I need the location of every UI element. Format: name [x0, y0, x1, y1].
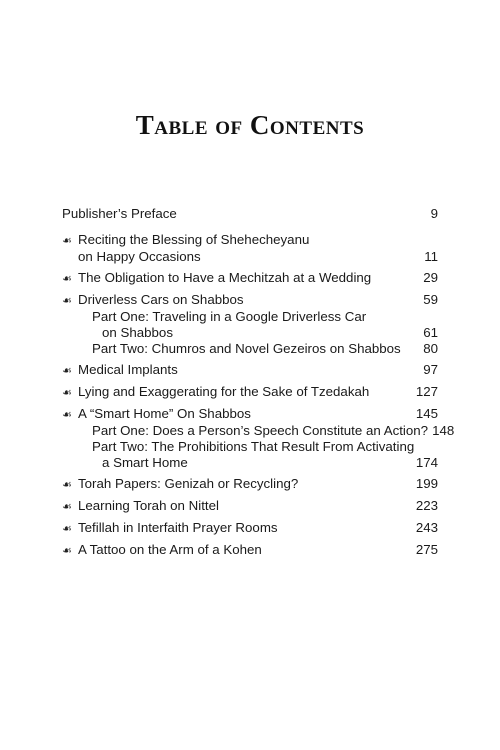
table-of-contents — [62, 206, 455, 564]
toc-line — [62, 542, 438, 559]
toc-entry-subsection[interactable] — [62, 439, 438, 471]
toc-entry-chapter[interactable] — [62, 292, 438, 357]
toc-entry-subsection[interactable] — [62, 309, 438, 341]
ornament-icon: ☙ — [62, 522, 72, 535]
toc-page-number: 80 — [423, 341, 438, 356]
toc-line — [62, 476, 438, 493]
chapter-list — [62, 232, 455, 559]
toc-line — [62, 439, 438, 455]
toc-entry-chapter[interactable] — [62, 406, 455, 471]
toc-entry-label: Part One: Does a Person’s Speech Constitute an Action? — [92, 423, 429, 438]
toc-entry-chapter[interactable] — [62, 498, 438, 515]
ornament-icon: ☙ — [62, 478, 72, 491]
toc-page-number: 145 — [415, 406, 438, 421]
toc-page-number: 275 — [415, 542, 438, 557]
toc-line — [62, 292, 438, 309]
toc-entry-preface[interactable] — [62, 206, 438, 222]
toc-entry-label: ☙ Medical Implants — [62, 362, 178, 377]
toc-entry-label: ☙ Torah Papers: Genizah or Recycling? — [62, 476, 299, 491]
toc-line — [62, 341, 438, 357]
toc-entry-chapter[interactable] — [62, 542, 438, 559]
toc-page-number: 174 — [415, 455, 438, 470]
toc-page-number: 127 — [415, 384, 438, 399]
toc-line — [62, 232, 438, 249]
toc-entry-label: on Shabbos — [102, 325, 173, 340]
toc-entry-chapter[interactable] — [62, 270, 438, 287]
toc-entry-label: ☙ The Obligation to Have a Mechitzah at a Wedding — [62, 270, 372, 285]
toc-line — [62, 362, 438, 379]
toc-entry-chapter[interactable] — [62, 384, 438, 401]
ornament-icon: ☙ — [62, 294, 72, 307]
toc-page-number: 148 — [432, 423, 455, 438]
toc-page-number: 243 — [415, 520, 438, 535]
toc-entry-label: Part Two: The Prohibitions That Result From Activating — [92, 439, 415, 454]
toc-entry-label: Part Two: Chumros and Novel Gezeiros on Shabbos — [92, 341, 401, 356]
toc-entry-label: ☙ Reciting the Blessing of Shehecheyanu — [62, 232, 310, 247]
toc-entry-label: on Happy Occasions — [78, 249, 201, 264]
toc-page-number: 61 — [423, 325, 438, 340]
toc-entry-chapter[interactable] — [62, 362, 438, 379]
toc-entry-chapter[interactable] — [62, 476, 438, 493]
toc-page-number: 97 — [423, 362, 438, 377]
toc-entry-label: ☙ Driverless Cars on Shabbos — [62, 292, 244, 307]
toc-line — [62, 498, 438, 515]
toc-entry-chapter[interactable] — [62, 232, 438, 265]
ornament-icon: ☙ — [62, 386, 72, 399]
toc-entry-label: Publisher’s Preface — [62, 206, 177, 221]
toc-entry-label: ☙ Learning Torah on Nittel — [62, 498, 219, 513]
toc-page-number: 199 — [415, 476, 438, 491]
toc-entry-subsection[interactable] — [62, 423, 455, 439]
page-title: Table of Contents — [135, 110, 365, 140]
toc-line — [62, 309, 438, 325]
toc-page-number: 223 — [415, 498, 438, 513]
ornament-icon: ☙ — [62, 500, 72, 513]
toc-entry-label: a Smart Home — [102, 455, 188, 470]
ornament-icon: ☙ — [62, 544, 72, 557]
toc-line — [62, 455, 438, 471]
toc-entry-label: Part One: Traveling in a Google Driverless Car — [92, 309, 367, 324]
toc-line — [62, 270, 438, 287]
toc-page-number: 9 — [430, 206, 438, 221]
toc-page-number: 11 — [424, 249, 438, 264]
toc-line — [62, 520, 438, 537]
toc-line — [62, 325, 438, 341]
ornament-icon: ☙ — [62, 272, 72, 285]
toc-entry-label: ☙ Lying and Exaggerating for the Sake of Tzedakah — [62, 384, 370, 399]
toc-entry-chapter[interactable] — [62, 520, 438, 537]
ornament-icon: ☙ — [62, 408, 72, 421]
toc-entry-label: ☙ A “Smart Home” On Shabbos — [62, 406, 251, 421]
toc-entry-label: ☙ A Tattoo on the Arm of a Kohen — [62, 542, 262, 557]
toc-page-number: 29 — [423, 270, 438, 285]
ornament-icon: ☙ — [62, 234, 72, 247]
toc-line — [62, 406, 438, 423]
toc-page-number: 59 — [423, 292, 438, 307]
toc-line — [62, 249, 438, 265]
ornament-icon: ☙ — [62, 364, 72, 377]
toc-entry-label: ☙ Tefillah in Interfaith Prayer Rooms — [62, 520, 278, 535]
toc-entry-subsection[interactable] — [62, 341, 438, 357]
toc-line — [62, 384, 438, 401]
toc-line — [62, 423, 455, 439]
